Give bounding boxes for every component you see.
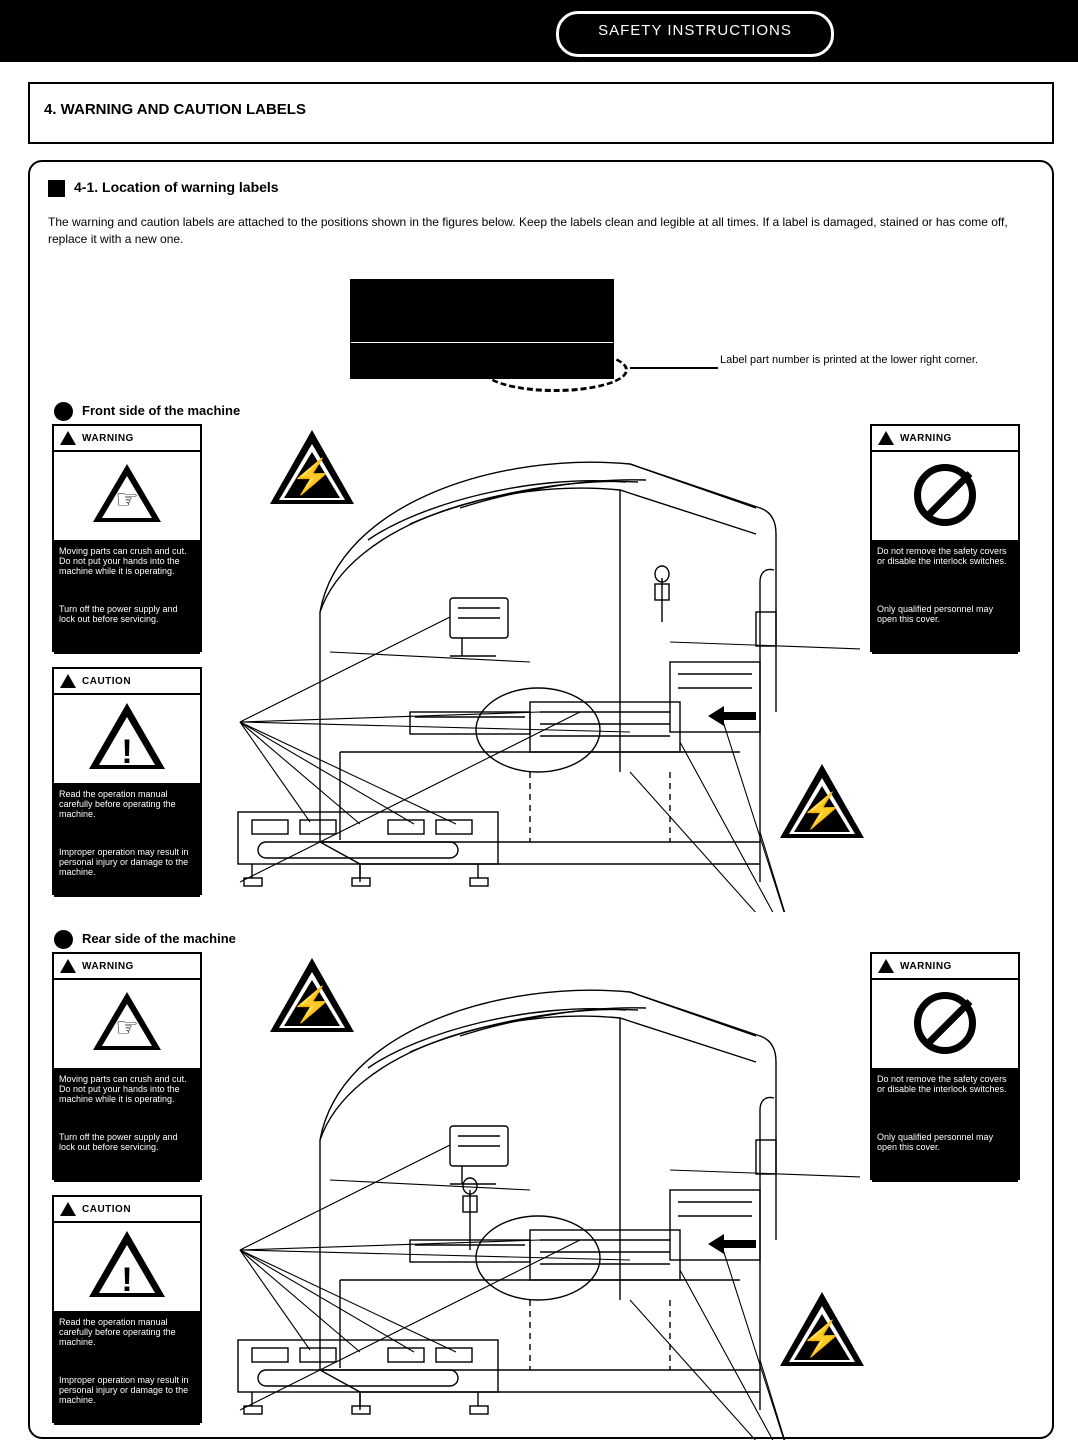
- exclamation-icon: !: [121, 1261, 133, 1299]
- warning-head-rear-1: [54, 954, 200, 980]
- section-subtext: The warning and caution labels are attached to the positions shown in the figures below. Keep the labels clean and legible at all times. If a label is damaged, stained or has come off, replace it with a new one.: [48, 215, 1008, 246]
- warning-head-front-1: [54, 426, 200, 452]
- warning-body-2: Improper operation may result in personal injury or damage to the machine.: [54, 1371, 200, 1425]
- section-heading: 4-1. Location of warning labels: [74, 179, 279, 195]
- warning-head-text: WARNING: [82, 432, 134, 444]
- view-bullet-icon-rear: [54, 930, 73, 949]
- electric-shock-icon-front-bottom: ⚡: [780, 764, 864, 838]
- machine-illustration-rear: [200, 940, 860, 1440]
- warning-head-text: WARNING: [82, 960, 134, 972]
- header-title-pill: SAFETY INSTRUCTIONS: [556, 11, 834, 57]
- warning-body-1: Do not remove the safety covers or disable the interlock switches.: [872, 1070, 1018, 1128]
- warning-body-1: Read the operation manual carefully before operating the machine.: [54, 785, 200, 843]
- warning-pictogram-prohibition: [872, 452, 1018, 542]
- warning-body-1: Read the operation manual carefully before operating the machine.: [54, 1313, 200, 1371]
- hand-entanglement-icon: ☞: [115, 484, 139, 514]
- warning-pictogram-prohibition: [872, 980, 1018, 1070]
- warning-triangle-icon: [878, 959, 894, 973]
- hand-entanglement-icon: ☞: [115, 1012, 139, 1042]
- warning-triangle-icon: [60, 1202, 76, 1216]
- warning-body-1: Moving parts can crush and cut. Do not put your hands into the machine while it is operating.: [54, 542, 200, 600]
- warning-label-prohibition-rear: [870, 952, 1020, 1180]
- warning-label-prohibition-front: [870, 424, 1020, 652]
- warning-label-general-caution-front: [52, 667, 202, 895]
- warning-body-2: Improper operation may result in personal injury or damage to the machine.: [54, 843, 200, 897]
- page-header-bar: [0, 0, 1078, 62]
- warning-body-2: Turn off the power supply and lock out before servicing.: [54, 1128, 200, 1182]
- warning-head-text: CAUTION: [82, 675, 132, 687]
- warning-pictogram-general: [54, 695, 200, 785]
- warning-pictogram-hand: [54, 452, 200, 542]
- warning-body-1: Do not remove the safety covers or disable the interlock switches.: [872, 542, 1018, 600]
- warning-triangle-icon: [60, 674, 76, 688]
- chapter-title-box: [28, 82, 1054, 144]
- exclamation-icon: !: [121, 733, 133, 771]
- label-sample-caption: Label part number is printed at the lower right corner.: [720, 354, 979, 366]
- electric-shock-icon-rear-top: ⚡: [270, 958, 354, 1032]
- warning-pictogram-general: [54, 1223, 200, 1313]
- warning-triangle-icon: [60, 959, 76, 973]
- warning-label-hand-caution-front: [52, 424, 202, 652]
- warning-pictogram-hand: [54, 980, 200, 1070]
- warning-head-rear-3: [872, 954, 1018, 980]
- view-heading-front: Front side of the machine: [82, 403, 241, 418]
- warning-body-2: Turn off the power supply and lock out before servicing.: [54, 600, 200, 654]
- warning-head-text: CAUTION: [82, 1203, 132, 1215]
- warning-body-2: Only qualified personnel may open this cover.: [872, 1128, 1018, 1182]
- warning-head-front-2: [54, 669, 200, 695]
- warning-triangle-icon: [60, 431, 76, 445]
- view-bullet-icon-front: [54, 402, 73, 421]
- section-bullet-icon: [48, 180, 65, 197]
- label-partnumber-highlight: [482, 348, 628, 392]
- warning-body-1: Moving parts can crush and cut. Do not put your hands into the machine while it is operating.: [54, 1070, 200, 1128]
- prohibition-icon: [914, 464, 976, 526]
- electric-shock-icon-rear-bottom: ⚡: [780, 1292, 864, 1366]
- chapter-title: 4. WARNING AND CAUTION LABELS: [44, 101, 306, 118]
- view-heading-rear: Rear side of the machine: [82, 931, 236, 946]
- warning-label-hand-caution-rear: [52, 952, 202, 1180]
- content-frame: [28, 160, 1054, 1439]
- machine-illustration-front: [200, 412, 860, 912]
- warning-label-general-caution-rear: [52, 1195, 202, 1423]
- warning-body-2: Only qualified personnel may open this cover.: [872, 600, 1018, 654]
- warning-head-front-3: [872, 426, 1018, 452]
- prohibition-icon: [914, 992, 976, 1054]
- electric-shock-icon-front-top: ⚡: [270, 430, 354, 504]
- warning-triangle-icon: [878, 431, 894, 445]
- warning-head-text: WARNING: [900, 960, 952, 972]
- callout-leader-line: [630, 367, 718, 369]
- warning-head-text: WARNING: [900, 432, 952, 444]
- warning-head-rear-2: [54, 1197, 200, 1223]
